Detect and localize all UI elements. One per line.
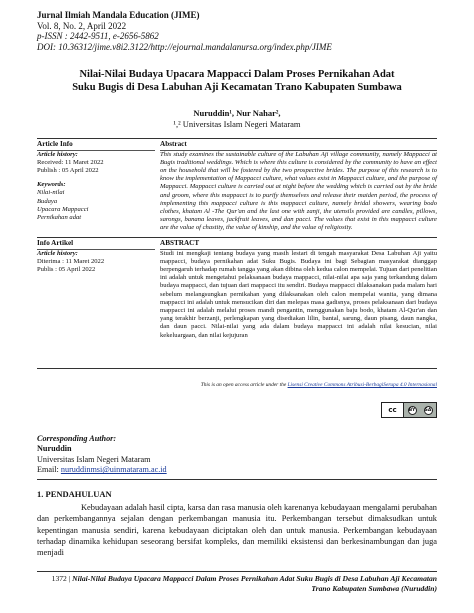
abstract-text: This study examines the sustainable culture of the Labuhan Aji village community, namely Mappacci at Bugis traditional weddings. Which is where this culture is considered by the community to have an effect on the household that will be fostered by the two prospective brides. The purpose of this research is to know the implementation of Mappacci culture, what values exist in Mappacci culture, and the purpose of Mappacci. Mappacci culture is carried out at night before the wedding which is carried out by the bride and groom, where this mappacci is to purify themselves and release their maiden period, the process of implementing this mappacci culture is this mappacci culture, namely bridal showers, wearing bodo clothes, khatam Al -The Qur'an and the last one with zanji, the utensils provided are candles, pillows, sarongs, banana leaves, jackfruit leaves, and dan pacci. The values that exist in this mappacci culture are the value of chastity, the value of kinship, and the value of religiosity. [160, 150, 437, 232]
license-text: This is an open access article under the [200, 382, 288, 388]
abstract-header: Abstract [160, 140, 437, 151]
author-affiliation: ¹,² Universitas Islam Negeri Mataram [173, 119, 301, 129]
divider [37, 138, 437, 139]
cc-icon: cc [382, 403, 404, 417]
title-line-1: Nilai-Nilai Budaya Upacara Mappacci Dalam Proses Pernikahan Adat [79, 69, 395, 80]
artikel-history [37, 250, 155, 275]
journal-header [37, 10, 437, 52]
keyword-item: Budaya [37, 197, 58, 205]
corresponding-name: Nuruddin [37, 444, 72, 454]
divider [37, 571, 437, 572]
running-title: Nilai-Nilai Budaya Upacara Mappacci Dalam Proses Pernikahan Adat Suku Bugis di Desa Labuhan Aji Kecamatan Trano Kabupaten Sumbawa (Nuruddin) [72, 574, 437, 593]
corresponding-institution: Universitas Islam Negeri Mataram [37, 454, 151, 464]
article-title [40, 69, 434, 94]
journal-doi[interactable]: DOI: 10.36312/jime.v8i2.3122/http://ejournal.mandalanursa.org/index.php/JIME [37, 41, 332, 52]
keyword-item: Pernikahan adat [37, 213, 82, 221]
received-date: Diterima : 11 Maret 2022 [37, 257, 105, 265]
email-link[interactable]: nuruddinmsi@uinmataram.ac.id [60, 465, 167, 475]
keywords-label: Keywords: [37, 181, 66, 189]
corresponding-email-row [37, 465, 287, 475]
keyword-item: Nilai-nilai [37, 189, 65, 197]
divider [37, 368, 437, 369]
received-date: Received: 11 Maret 2022 [37, 158, 104, 166]
info-artikel-column [37, 239, 155, 274]
author-block [40, 108, 434, 130]
published-date: Publish : 05 April 2022 [37, 166, 99, 174]
history-label: Article history: [37, 150, 78, 158]
journal-issn: p-ISSN : 2442-9511, e-2656-5862 [37, 31, 159, 42]
section-heading: 1. PENDAHULUAN [37, 489, 112, 499]
journal-volume: Vol. 8, No. 2, April 2022 [37, 20, 127, 31]
abstrak-header: ABSTRACT [160, 239, 437, 250]
history-label: Article history: [37, 249, 78, 257]
email-label: Email: [37, 465, 61, 475]
cc-by-sa-badge[interactable] [381, 402, 437, 418]
journal-name: Jurnal Ilmiah Mandala Education (JIME) [37, 10, 200, 20]
body-paragraph: Kebudayaan adalah hasil cipta, karsa dan rasa manusia oleh karenanya kebudayaan mengalami perubahan dan perkembangannya sejalan dengan perkembangan manusia itu. Perkembangan tersebut dimaksudkan untuk kepentingan manusia sendiri, karena kebudayaan diciptakan oleh dan untuk manusia. Perkembangan kebudayaan terhadap dinamika kehidupan seseorang bersifat kompleks, dan memiliki eksistensi dan berkesinambungan dan juga menjadi [37, 503, 437, 558]
keyword-item: Upacara Mappacci [37, 205, 89, 213]
title-line-2: Suku Bugis di Desa Labuhan Aji Kecamatan Trano Kabupaten Sumbawa [72, 81, 402, 93]
license-note [150, 382, 437, 389]
author-names: Nuruddin¹, Nur Nahar², [193, 108, 281, 118]
sa-icon: SA [424, 407, 432, 413]
abstract-column [160, 140, 437, 233]
by-icon: BY [408, 407, 416, 413]
divider [37, 237, 437, 238]
article-history [37, 151, 155, 223]
published-date: Publis : 05 April 2022 [37, 265, 96, 273]
article-info-column [37, 140, 155, 222]
article-info-header: Article Info [37, 140, 155, 151]
abstrak-column [160, 239, 437, 340]
page-footer [37, 574, 437, 593]
corresponding-label: Corresponding Author: [37, 434, 117, 443]
license-link[interactable]: Lisensi Creative Commons Atribusi-BerbagiSerupa 4.0 Internasional [287, 382, 437, 388]
abstrak-text: Studi ini mengkaji tentang budaya yang masih lestari di tengah masyarakat Desa Labuhan Aji yaitu mappacci, budaya pernikahan adat Suku Bugis. Budaya ini bagi Sebagian masyarakat dianggap berpengaruh terhadap rumah tangga yang akan dibina oleh kedua calon mempelai. Tujuan dari penelitian ini adalah untuk mengetahui pelaksanaan budaya mappacci, nilai-nilai apa saja yang terkandung dalam budaya mappacci, dan tujuan dari mappacci itu sendiri. Budaya mappacci dilaksanakan pada malam hari sebelum melangsungkan pernikahan yang dilaksanakan oleh calon mempelai wanita, yang dimana mappacci ini adalah untuk mensucikan diri dan melepas masa gadisnya, proses pelaksanaan dari budaya mappacci ini adalah melalui proses mandi pengantin, menggunakan baju bodo, khatam Al-Qur'an dan yang terakhir berzanji, perlengkapan yang disediakan lilin, bantal, sarung, daun pisang, daun nangka, dan daun pacci. Nilai-nilai yang ada dalam budaya mappacci ini adalah nilai kesucian, nilai kekeluargaan, dan nilai kejujuran [160, 249, 437, 339]
divider [37, 479, 437, 480]
corresponding-author [37, 434, 287, 476]
info-artikel-header: Info Artikel [37, 239, 155, 250]
page-number: 1372 | [51, 574, 73, 583]
